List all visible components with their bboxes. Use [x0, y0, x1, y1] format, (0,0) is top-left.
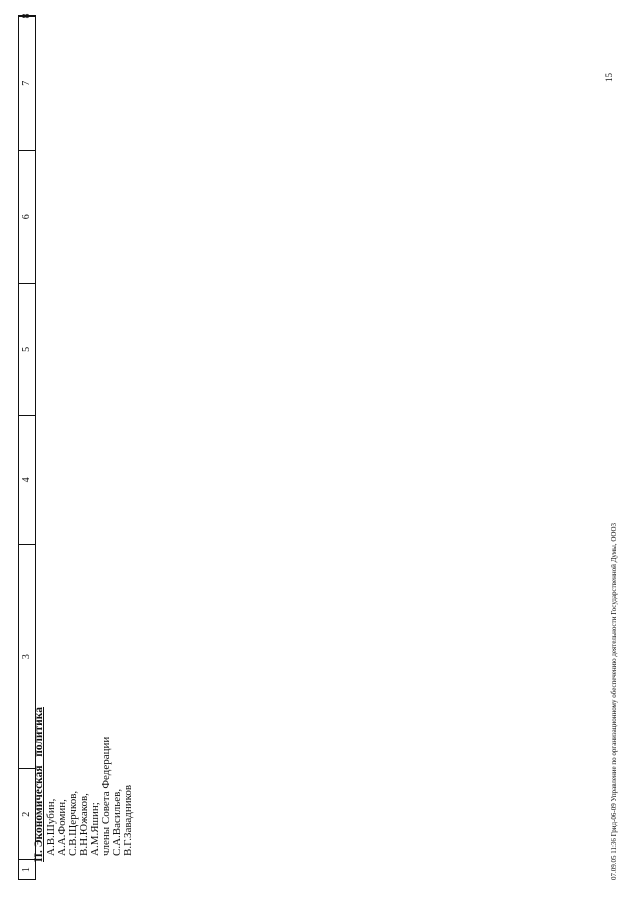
page-number: 15	[604, 73, 614, 82]
list-item: В.Г.Завадников	[122, 784, 134, 856]
list-item: С.А.Васильев,	[111, 788, 123, 856]
column-number: 6	[21, 214, 32, 220]
column-number: 5	[21, 346, 32, 352]
section-content	[34, 707, 134, 862]
document-footer: 07.09.05 11:36 Грид-06-09 Управление по организационному обеспечению деятельности Государственной Думы, ООО3	[610, 522, 618, 880]
list-item: В.Н.Южаков,	[78, 793, 90, 856]
column-number: 3	[21, 654, 32, 660]
column-header-1	[19, 859, 35, 879]
list-item: члены Совета Федерации	[100, 736, 112, 856]
column-number: 1	[21, 867, 32, 873]
column-header-5	[19, 283, 35, 415]
member-list	[46, 707, 134, 856]
column-number: 8	[21, 13, 32, 19]
column-number: 2	[21, 811, 32, 817]
column-header-7	[19, 13, 35, 150]
list-item: А.М.Яшин;	[89, 802, 101, 856]
column-header-6	[19, 150, 35, 284]
column-header-4	[19, 415, 35, 545]
list-item: А.В.Шубин,	[45, 798, 57, 856]
column-number: 4	[21, 477, 32, 483]
list-item: С.В.Щерчков,	[67, 790, 79, 856]
column-number: 7	[21, 80, 32, 86]
section-title: II. Экономическая политика	[33, 706, 45, 862]
list-item: А.А.Фомин,	[56, 799, 68, 856]
